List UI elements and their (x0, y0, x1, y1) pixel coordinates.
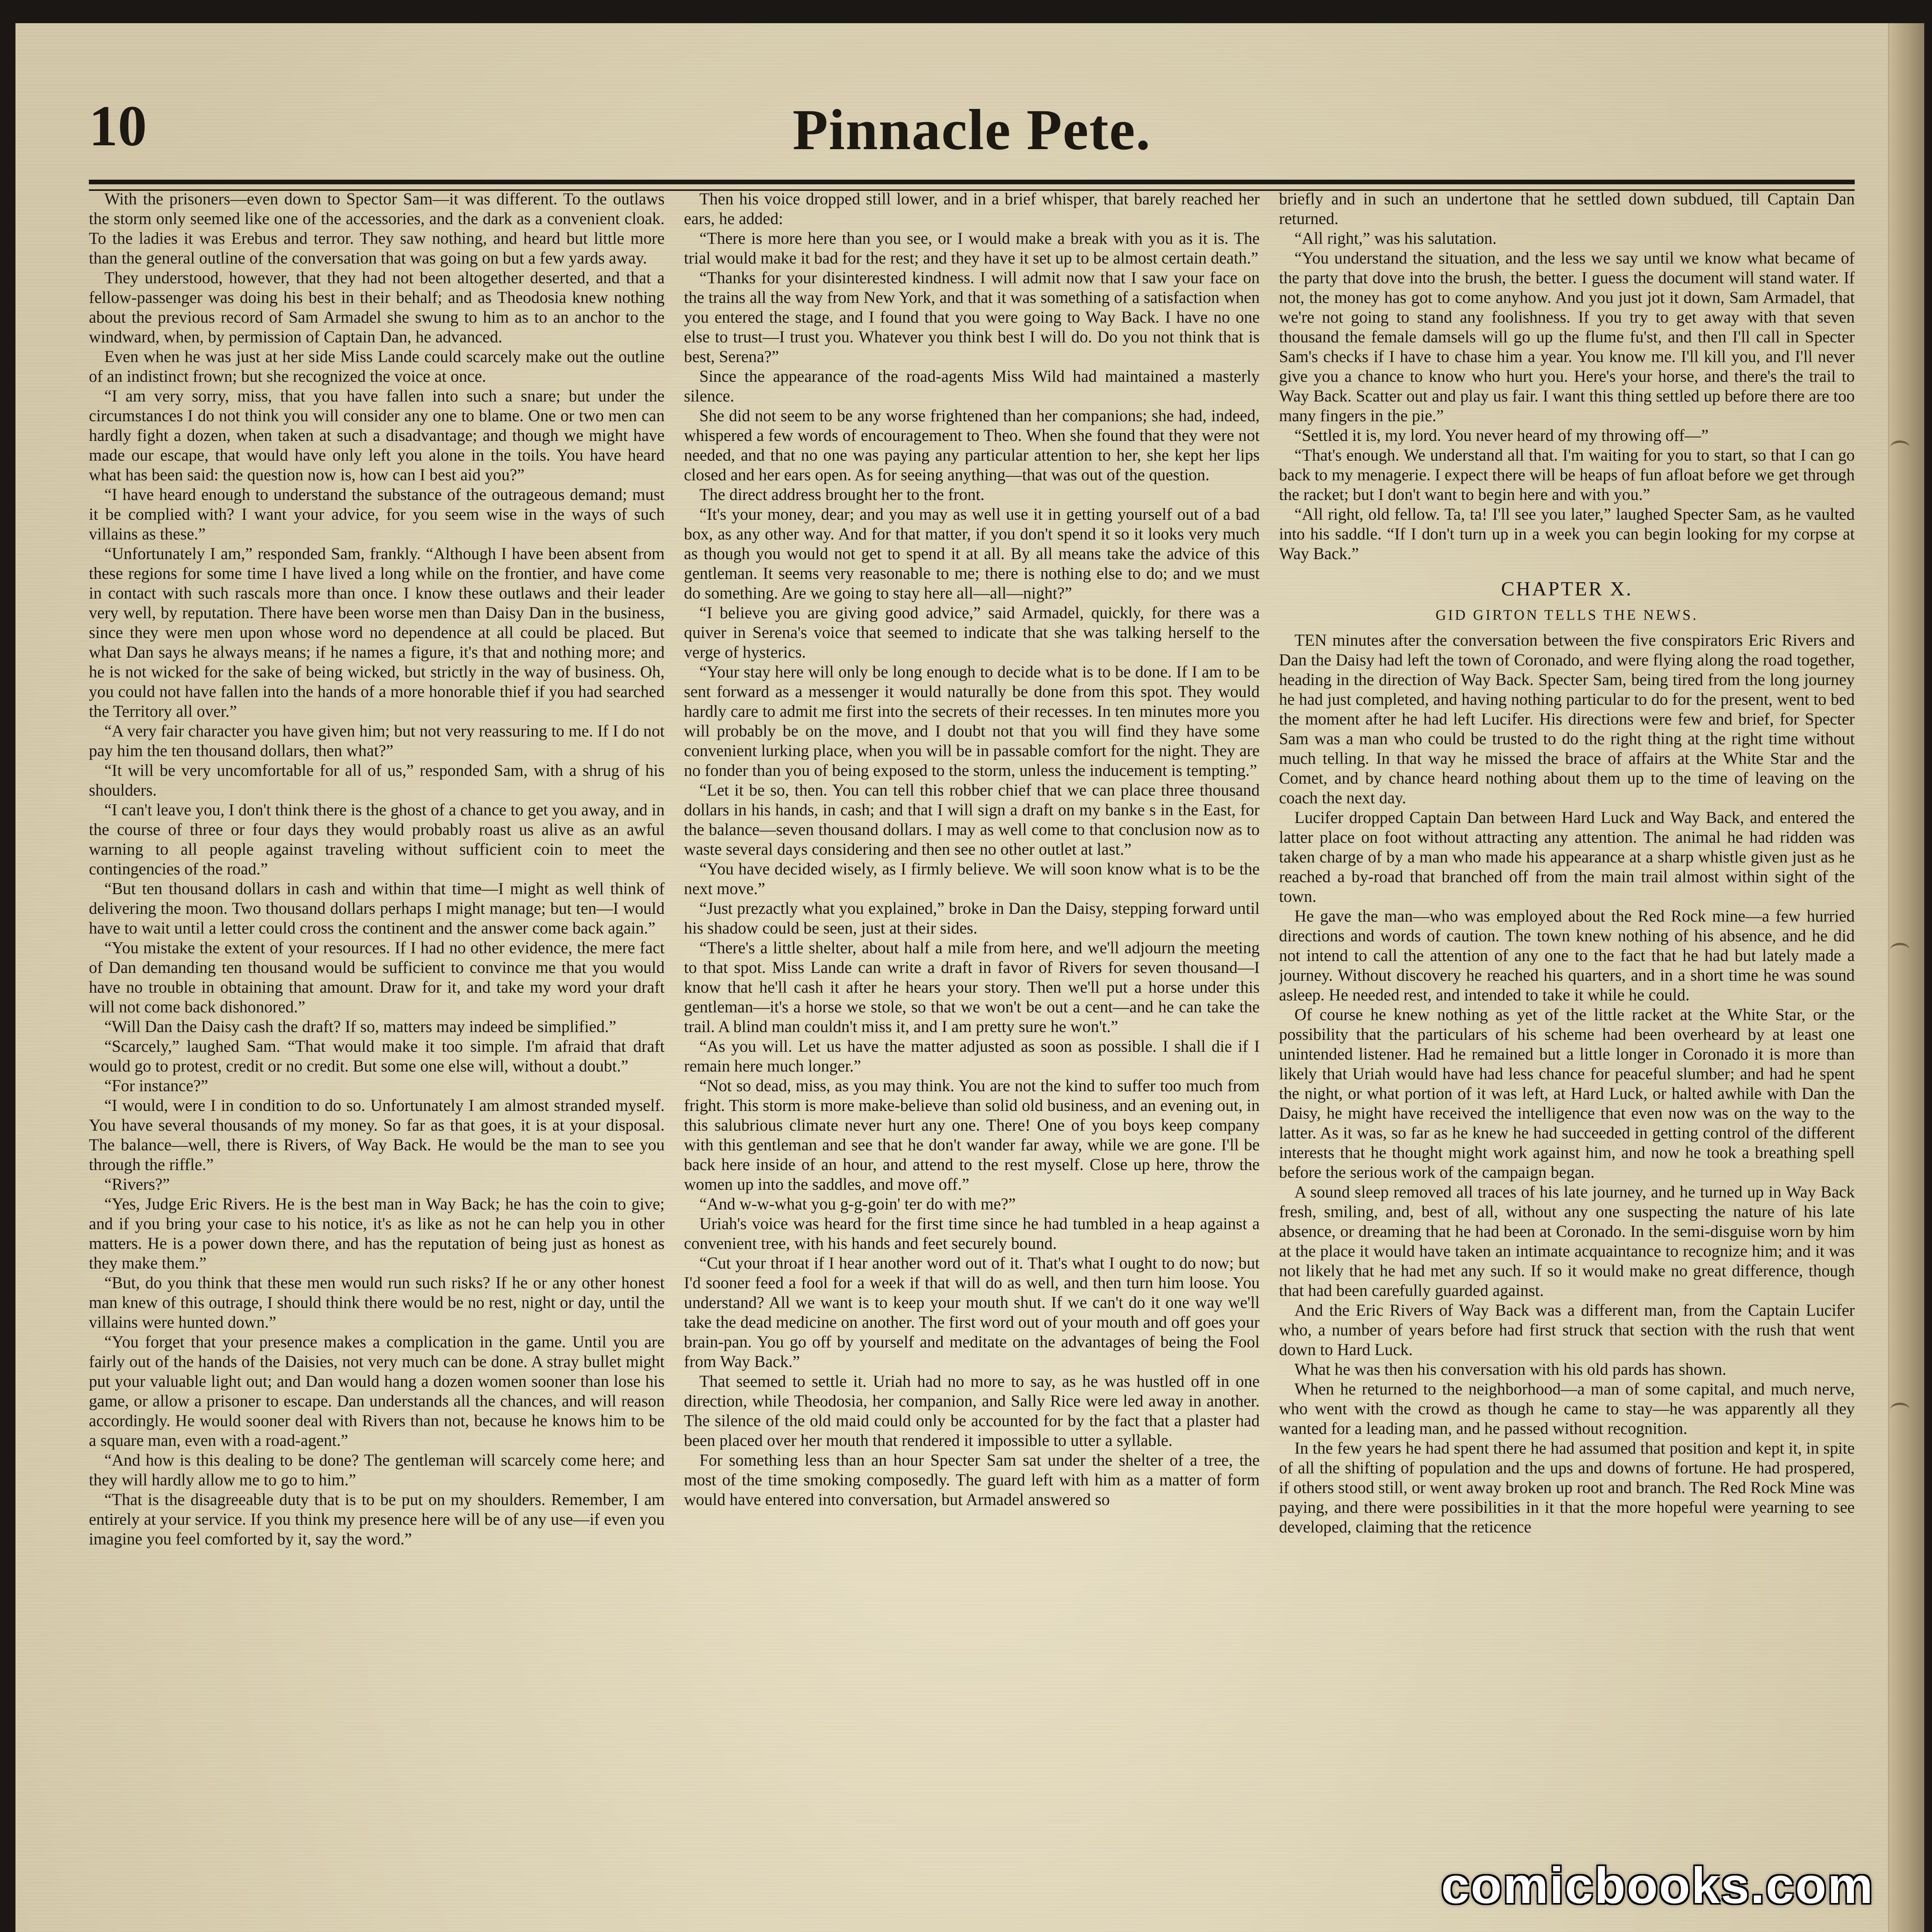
paragraph: Of course he knew nothing as yet of the little racket at the White Star, or the possibility that the particulars of his scheme had been overheard by at least one unintended listener. Had he remained but a little longer in Coronado it is more than likely that Uriah would have had less chance for peaceful slumber; and had he spent the night, or what portion of it was left, at Hard Luck, or halted awhile with Dan the Daisy, he might have received the intelligence that even now was on the way to the latter. As it was, so far as he knew he had succeeded in getting control of the different interests that he thought might work against him, and now he took a breathing spell before the serious work of the campaign began. (1279, 1006, 1855, 1182)
paragraph: “But, do you think that these men would run such risks? If he or any other honest man knew of this outrage, I should think there would be no rest, night or day, until the villains were hunted down.” (89, 1274, 665, 1332)
paragraph: A sound sleep removed all traces of his late journey, and he turned up in Way Back fresh, smiling, and, best of all, without any one suspecting the nature of his late absence, or dreaming that he had been at Coronado. In the semi-disguise worn by him at the place it would have taken an intimate acquaintance to recognize him; and it was not likely that he had met any such. If so it would make no great difference, though that had been carefully guarded against. (1279, 1183, 1855, 1300)
staple-mark (1890, 943, 1910, 957)
paragraph: “As you will. Let us have the matter adjusted as soon as possible. I shall die if I remain here much longer.” (684, 1037, 1260, 1075)
paragraph: “A very fair character you have given him; but not very reassuring to me. If I do not pay him the ten thousand dollars, then what?” (89, 722, 665, 760)
paragraph: Since the appearance of the road-agents Miss Wild had maintained a masterly silence. (684, 367, 1260, 405)
column-1 (89, 189, 665, 1932)
paragraph: “I believe you are giving good advice,” said Armadel, quickly, for there was a quiver in Serena's voice that seemed to indicate that she was talking herself to the verge of hysterics. (684, 604, 1260, 662)
paragraph: “I am very sorry, miss, that you have fallen into such a snare; but under the circumstances I do not think you will consider any one to blame. One or two men can hardly fight a dozen, when taken at such a disadvantage; and though we might have made our escape, that would have only left you alone in the toils. You have heard what has been said: the question now is, how can I best aid you?” (89, 387, 665, 484)
chapter-subtitle: GID GIRTON TELLS THE NEWS. (1435, 607, 1698, 623)
paragraph: The direct address brought her to the front. (699, 486, 985, 504)
paragraph: “It's your money, dear; and you may as well use it in getting yourself out of a bad box, as any other way. And for that matter, if you don't spend it so it looks very much as though you would not get to spend it at all. By all means take the advice of this gentleman. It seems very reasonable to me; there is nothing else to do; and we must do something. Are we going to stay here all—all—night?” (684, 505, 1260, 602)
paragraph: “You mistake the extent of your resources. If I had no other evidence, the mere fact of Dan demanding ten thousand would be sufficient to convince me that you would have no trouble in obtaining that amount. Draw for it, and take my word your draft will not come back dishonored.” (89, 939, 665, 1016)
paragraph: “You have decided wisely, as I firmly believe. We will soon know what is to be the next move.” (684, 860, 1260, 898)
paragraph: When he returned to the neighborhood—a man of some capital, and much nerve, who went with the crowd as though he came to stay—he was apparently all they wanted for a leading man, and he passed without recognition. (1279, 1380, 1855, 1438)
paragraph: She did not seem to be any worse frightened than her companions; she had, indeed, whispered a few words of encouragement to Theo. When she found that they were not needed, and that no one was paying any particular attention to her, she kept her lips closed and her ears open. As for seeing anything—that was out of the question. (684, 407, 1260, 484)
paragraph: “Just prezactly what you explained,” broke in Dan the Daisy, stepping forward until his shadow could be seen, just at their sides. (684, 900, 1260, 937)
paragraph: “Cut your throat if I hear another word out of it. That's what I ought to do now; but I'd sooner feed a fool for a week if that will do as well, and then turn him loose. You understand? All we want is to keep your mouth shut. If we can't do it one way we'll take the dead medicine on another. The first word out of your mouth and off goes your brain-pan. You go off by yourself and meditate on the advantages of being the Fool from Way Back.” (684, 1254, 1260, 1371)
paragraph: Then his voice dropped still lower, and in a brief whisper, that barely reached her ears, he added: (684, 190, 1260, 228)
paragraph: Lucifer dropped Captain Dan between Hard Luck and Way Back, and entered the latter place on foot without attracting any attention. The animal he had ridden was taken charge of by a man who made his appearance at a sharp whistle given just as he reached a by-road that branched off from the main trail almost within sight of the town. (1279, 809, 1855, 906)
staple-mark (1890, 440, 1910, 454)
paragraph: Even when he was just at her side Miss Lande could scarcely make out the outline of an indistinct frown; but she recognized the voice at once. (89, 348, 665, 386)
staple-mark (1890, 1403, 1910, 1417)
paragraph: “Your stay here will only be long enough to decide what is to be done. If I am to be sent forward as a messenger it would naturally be done from this spot. They would hardly care to admit me first into the secrets of their recesses. In ten minutes more you will probably be on the move, and I doubt not that you will find they have some convenient lurking place, when you will be in passable comfort for the night. They are no fonder than you of being exposed to the storm, unless the inducement is tempting.” (684, 663, 1260, 780)
text-columns (89, 189, 1855, 1932)
paragraph: Uriah's voice was heard for the first time since he had tumbled in a heap against a convenient tree, with his hands and feet securely bound. (684, 1215, 1260, 1253)
paragraph: In the few years he had spent there he had assumed that position and kept it, in spite of all the shifting of population and the ups and downs of fortune. He had prospered, if others stood still, or went away broken up root and branch. The Red Rock Mine was paying, and there were possibilities in it that the more hopeful were yearning to see developed, claiming that the reticence (1279, 1439, 1855, 1536)
paragraph: For something less than an hour Specter Sam sat under the shelter of a tree, the most of the time smoking composedly. The guard left with him as a matter of form would have entered into conversation, but Armadel answered so (684, 1451, 1260, 1509)
paragraph: “Will Dan the Daisy cash the draft? If so, matters may indeed be simplified.” (104, 1018, 616, 1036)
watermark: comicbooks.com (1441, 1857, 1874, 1914)
paragraph: “You forget that your presence makes a complication in the game. Until you are fairly out of the hands of the Daisies, not very much can be done. A stray bullet might put your valuable light out; and Dan would hang a dozen women sooner than lose his game, or allow a prisoner to escape. Dan understands all the chances, and will reason accordingly. He would sooner deal with Rivers than not, because he knows him to be a square man, even with a road-agent.” (89, 1333, 665, 1450)
paragraph: “Not so dead, miss, as you may think. You are not the kind to suffer too much from fright. This storm is more make-believe than solid old business, and an evening out, in this salubrious climate never hurt any one. There! One of you boys keep company with this gentleman and see that he don't wander far away, while we are gone. I'll be back here inside of an hour, and attend to the rest myself. Close up here, throw the women up into the saddles, and move off.” (684, 1077, 1260, 1194)
paragraph: “You understand the situation, and the less we say until we know what became of the party that dove into the brush, the better. I guess the document will stand water. If not, the money has got to come anyhow. And you just jot it down, Sam Armadel, that we're not going to stand any foolishness. If you try to get away with that seven thousand the female damsels will go up the flume fu'st, and then I'll call in Specter Sam's checks if I have to chase him a year. You know me. I'll kill you, and I'll never give you a chance to know who hurt you. Here's your horse, and there's the trail to Way Back. Scatter out and play us fair. I want this thing settled up before there are too many fingers in the pie.” (1279, 249, 1855, 425)
paragraph: “I have heard enough to understand the substance of the outrageous demand; must it be complied with? I want your advice, for you seem wise in the ways of such villains as these.” (89, 486, 665, 543)
paragraph: “Rivers?” (104, 1175, 170, 1194)
paragraph: “All right,” was his salutation. (1294, 230, 1497, 248)
column-3-top (1279, 189, 1855, 564)
paragraph: “All right, old fellow. Ta, ta! I'll see you later,” laughed Specter Sam, as he vaulted into his saddle. “If I don't turn up in a week you can begin looking for my corpse at Way Back.” (1279, 505, 1855, 563)
paragraph: “I would, were I in condition to do so. Unfortunately I am almost stranded myself. You have several thousands of my money. So far as that goes, it is at your disposal. The balance—well, there is Rivers, of Way Back. He would be the man to see you through the riffle.” (89, 1097, 665, 1174)
chapter-heading: CHAPTER X. (1501, 578, 1633, 600)
paragraph: They understood, however, that they had not been altogether deserted, and that a fellow-passenger was doing his best in their behalf; and as Theodosia knew nothing about the previous record of Sam Armadel she swung to him as to an anchor to the windward, when, by permission of Captain Dan, he advanced. (89, 269, 665, 346)
paragraph: “It will be very uncomfortable for all of us,” responded Sam, with a shrug of his shoulders. (89, 762, 665, 799)
paragraph: He gave the man—who was employed about the Red Rock mine—a few hurried directions and words of caution. The town knew nothing of his absence, and he did not intend to call the attention of any one to the fact that he had but lately made a journey. Without discovery he reached his quarters, and in a short time he was sound asleep. He needed rest, and intended to take it while he could. (1279, 907, 1855, 1004)
paragraph: “That is the disagreeable duty that is to be put on my shoulders. Remember, I am entirely at your service. If you think my presence here will be of any use—if even you imagine you feel comforted by it, say the word.” (89, 1491, 665, 1548)
paragraph: “But ten thousand dollars in cash and within that time—I might as well think of delivering the moon. Two thousand dollars perhaps I might manage; but ten—I would have to wait until a letter could cross the continent and the answer come back again.” (89, 880, 665, 937)
page-number: 10 (89, 94, 147, 158)
paragraph: “There is more here than you see, or I would make a break with you as it is. The trial would make it bad for the rest; and they have it set up to be almost certain death.” (684, 230, 1260, 267)
column-3 (1279, 189, 1855, 1932)
paragraph: TEN minutes after the conversation between the five conspirators Eric Rivers and Dan the Daisy had left the town of Coronado, and were flying along the road together, heading in the direction of Way Back. Specter Sam, being tired from the long journey he had just completed, and having nothing particular to do for the present, went to bed the moment after he had left Lucifer. His directions were few and brief, for Specter Sam was a man who could be trusted to do the right thing at the right time without much telling. In that way he missed the brace of affairs at the White Star and the Comet, and by chance heard nothing about them up to the time of leaving on the coach the next day. (1279, 631, 1855, 807)
paragraph: “And how is this dealing to be done? The gentleman will scarcely come here; and they will hardly allow me to go to him.” (89, 1451, 665, 1489)
paragraph: “Unfortunately I am,” responded Sam, frankly. “Although I have been absent from these regions for some time I have lived a long while on the frontier, and have come in contact with such rascals more than once. I know these outlaws and their leader very well, by reputation. There have been worse men than Daisy Dan in the business, since they were men upon whose word no dependence at all could be placed. But what Dan says he always means; if he names a figure, it's that and nothing more; and he is not wicked for the sake of being wicked, but strictly in the way of business. Oh, you could not have fallen into the hands of a more honorable thief if you had searched the Territory all over.” (89, 545, 665, 721)
running-title: Pinnacle Pete. (793, 98, 1151, 162)
paragraph: With the prisoners—even down to Spector Sam—it was different. To the outlaws the storm only seemed like one of the accessories, and the dark as a convenient cloak. To the ladies it was Erebus and terror. They saw nothing, and heard but little more than the general outline of the conversation that was going on but a few yards away. (89, 190, 665, 267)
paragraph: “There's a little shelter, about half a mile from here, and we'll adjourn the meeting to that spot. Miss Lande can write a draft in favor of Rivers for seven thousand—I know that he'll cash it after he hears your story. Then we'll put a horse under this gentleman—it's a horse we stole, so that we won't be out a cent—and he can take the trail. A blind man couldn't miss it, and I am pretty sure he won't.” (684, 939, 1260, 1036)
paragraph: That seemed to settle it. Uriah had no more to say, as he was hustled off in one direction, while Theodosia, her companion, and Sally Rice were led away in another. The silence of the old maid could only be accounted for by the fact that a plaster had been placed over her mouth that rendered it impossible to utter a syllable. (684, 1372, 1260, 1450)
paragraph: “For instance?” (104, 1077, 208, 1095)
paragraph: “I can't leave you, I don't think there is the ghost of a chance to get you away, and in the course of three or four days they would probably roast us alive as an awful warning to all people against traveling without sufficient coin to meet the contingencies of the road.” (89, 801, 665, 878)
column-2 (684, 189, 1260, 1932)
paragraph: briefly and in such an undertone that he settled down subdued, till Captain Dan returned. (1279, 190, 1855, 228)
paragraph: “And w-w-what you g-g-goin' ter do with me?” (699, 1195, 1016, 1213)
paragraph: What he was then his conversation with his old pards has shown. (1294, 1361, 1726, 1379)
page-header (89, 81, 1855, 185)
column-3-chapter-text (1279, 631, 1855, 1537)
newspaper-page (15, 23, 1924, 1932)
paragraph: And the Eric Rivers of Way Back was a different man, from the Captain Lucifer who, a number of years before had first struck that section with the rush that went down to Hard Luck. (1279, 1301, 1855, 1359)
paragraph: “Settled it is, my lord. You never heard of my throwing off—” (1294, 427, 1709, 445)
paragraph: “Scarcely,” laughed Sam. “That would make it too simple. I'm afraid that draft would go to protest, credit or no credit. But some one else will, without a doubt.” (89, 1037, 665, 1075)
paragraph: “That's enough. We understand all that. I'm waiting for you to start, so that I can go back to my menagerie. I expect there will be heaps of fun afloat before we get through the racket; but I don't want to begin here and with you.” (1279, 446, 1855, 504)
header-rule (89, 180, 1855, 184)
paragraph: “Thanks for your disinterested kindness. I will admit now that I saw your face on the trains all the way from New York, and that it was something of a satisfaction when you entered the stage, and I found that you were going to Way Back. I have no one else to trust—I trust you. Whatever you think best I will do. Do you not think that is best, Serena?” (684, 269, 1260, 366)
binding-spine (1888, 23, 1924, 1932)
paragraph: “Yes, Judge Eric Rivers. He is the best man in Way Back; he has the coin to give; and if you bring your case to his notice, it's as like as not he can help you in other matters. He is a power down there, and has the reputation of being just as honest as they make them.” (89, 1195, 665, 1272)
paragraph: “Let it be so, then. You can tell this robber chief that we can place three thousand dollars in his hands, in cash; and that I will sign a draft on my banke s in the East, for the balance—seven thousand dollars. I may as well come to that conclusion now as to waste several days considering and then see no other outlet at last.” (684, 781, 1260, 859)
